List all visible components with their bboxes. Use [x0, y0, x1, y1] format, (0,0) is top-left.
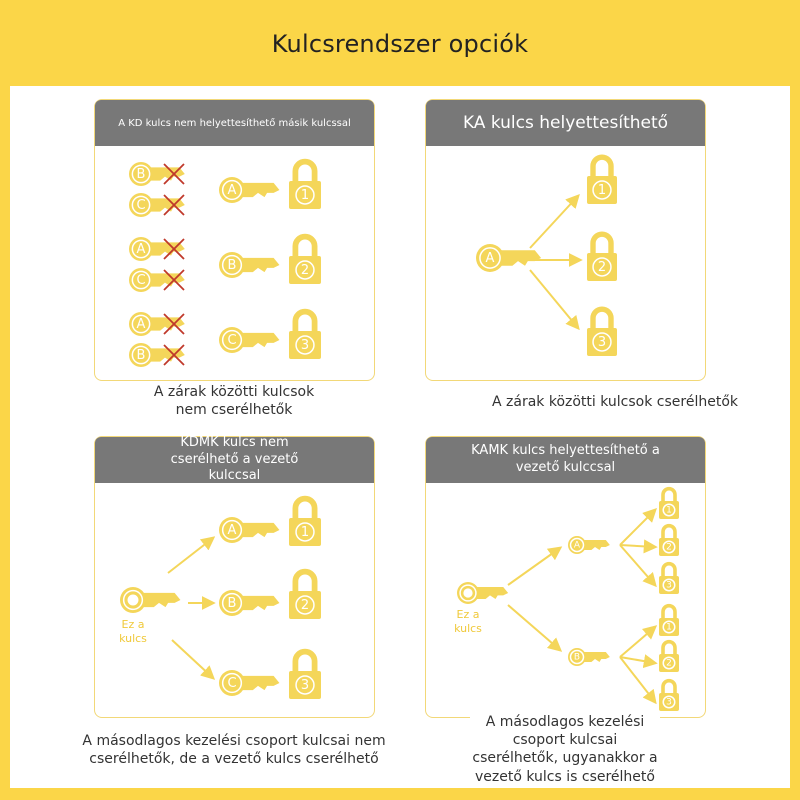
kamk-group-2-lock-3: [659, 681, 679, 711]
kd-key-2: [219, 252, 279, 278]
kd-wrong-key-2-a: [129, 237, 185, 261]
kd-key-2-label: B: [227, 258, 237, 273]
kamk-group-2-arrow-2: [620, 657, 655, 663]
kd-wrong-key-3-b-label: B: [136, 348, 146, 363]
kdmk-lock-2: [289, 572, 321, 619]
kamk-group-1-arrow-3: [620, 545, 655, 585]
kamk-group-1-lock-3-label: 3: [666, 580, 672, 591]
kamk-master-key: [457, 582, 508, 604]
panel-kd-caption: A zárak közötti kulcsok nem cserélhetők: [134, 383, 334, 419]
kamk-master-label-line2: kulcs: [454, 622, 482, 635]
kdmk-master-label-line2: kulcs: [119, 632, 147, 645]
kdmk-key-1-label: A: [227, 523, 237, 538]
kdmk-key-3: [219, 670, 279, 696]
kd-lock-3-label: 3: [300, 338, 310, 353]
kamk-group-1-lock-3: [659, 564, 679, 594]
kd-wrong-key-3-a: [129, 312, 185, 336]
kd-wrong-key-2-b-label: C: [136, 273, 146, 288]
kamk-master-arrow-1: [508, 548, 560, 585]
kamk-group-2-key: [568, 648, 610, 666]
kdmk-key-2-label: B: [227, 596, 237, 611]
kamk-group-2-lock-2: [659, 642, 679, 672]
kdmk-master-key: [120, 587, 180, 613]
kamk-group-1-arrow-1: [620, 510, 655, 545]
kd-wrong-key-1-a: [129, 162, 185, 186]
ka-lock-2-label: 2: [597, 260, 607, 275]
panel-ka-header-text: KA kulcs helyettesíthető: [462, 112, 669, 133]
panel-kdmk-caption: A másodlagos kezelési csoport kulcsai nem cserélhetők, de a vezető kulcs cserélhető: [64, 732, 404, 768]
kd-lock-1-label: 1: [300, 188, 310, 203]
kd-wrong-key-1-a-label: B: [136, 167, 146, 182]
kd-lock-3: [289, 312, 321, 359]
kd-wrong-key-1-b-label: C: [136, 198, 146, 213]
ka-lock-1: [587, 157, 617, 204]
kamk-master-arrow-2: [508, 605, 560, 650]
panel-kamk-header-text: KAMK kulcs helyettesíthető a vezető kulccsal: [471, 443, 660, 475]
kamk-group-1-key: [568, 536, 610, 554]
kdmk-lock-3-label: 3: [300, 678, 310, 693]
kamk-group-1-key-label: A: [573, 540, 581, 551]
kdmk-key-2: [219, 590, 279, 616]
ka-lock-1-label: 1: [597, 183, 607, 198]
kamk-group-2-key-label: B: [573, 652, 581, 663]
kd-lock-2-label: 2: [300, 263, 310, 278]
kdmk-lock-1: [289, 499, 321, 546]
panel-kd-header-text: A KD kulcs nem helyettesíthető másik kulcssal: [118, 117, 351, 129]
kd-lock-2: [289, 237, 321, 284]
kd-key-3: [219, 327, 279, 353]
ka-arrow-3: [530, 270, 578, 328]
kamk-master-label-line1: Ez a: [456, 608, 480, 621]
kamk-group-2-arrow-3: [620, 657, 655, 702]
panel-ka-caption: A zárak közötti kulcsok cserélhetők: [470, 393, 760, 411]
kamk-group-1-lock-2: [659, 526, 679, 556]
kdmk-key-1: [219, 517, 279, 543]
kamk-group-1-arrow-2: [620, 545, 655, 547]
panel-kamk-caption: A másodlagos kezelési csoport kulcsai cserélhetők, ugyanakkor a vezető kulcs is cserélhető: [470, 713, 660, 786]
ka-lock-3-label: 3: [597, 335, 607, 350]
kdmk-lock-1-label: 1: [300, 525, 310, 540]
kamk-group-1-lock-1: [659, 489, 679, 519]
kamk-group-2-arrow-1: [620, 627, 655, 657]
kdmk-key-3-label: C: [227, 676, 237, 691]
kd-wrong-key-3-b: [129, 343, 185, 367]
ka-key: [476, 244, 541, 272]
kd-lock-1: [289, 162, 321, 209]
kdmk-arrow-1: [168, 538, 213, 573]
kamk-group-1-lock-2-label: 2: [666, 542, 672, 553]
ka-lock-2: [587, 234, 617, 281]
kd-key-1: [219, 177, 279, 203]
kamk-group-2-lock-3-label: 3: [666, 697, 672, 708]
kdmk-lock-2-label: 2: [300, 598, 310, 613]
ka-arrow-1: [530, 196, 578, 248]
kd-wrong-key-1-b: [129, 193, 185, 217]
ka-key-label: A: [485, 251, 495, 266]
kd-wrong-key-3-a-label: A: [136, 317, 146, 332]
kdmk-master-label-line1: Ez a: [121, 618, 145, 631]
kdmk-arrow-3: [172, 640, 213, 678]
kamk-group-2-lock-1: [659, 606, 679, 636]
kamk-group-2-lock-1-label: 1: [666, 622, 672, 633]
kamk-group-1-lock-1-label: 1: [666, 505, 672, 516]
kamk-group-2-lock-2-label: 2: [666, 658, 672, 669]
page-title: Kulcsrendszer opciók: [271, 30, 529, 58]
panel-kdmk-header-text: KDMK kulcs nem cserélhető a vezető kulccsal: [170, 434, 299, 484]
kd-wrong-key-2-a-label: A: [136, 242, 146, 257]
kd-key-1-label: A: [227, 183, 237, 198]
kdmk-lock-3: [289, 652, 321, 699]
ka-lock-3: [587, 309, 617, 356]
kd-wrong-key-2-b: [129, 268, 185, 292]
kd-key-3-label: C: [227, 333, 237, 348]
